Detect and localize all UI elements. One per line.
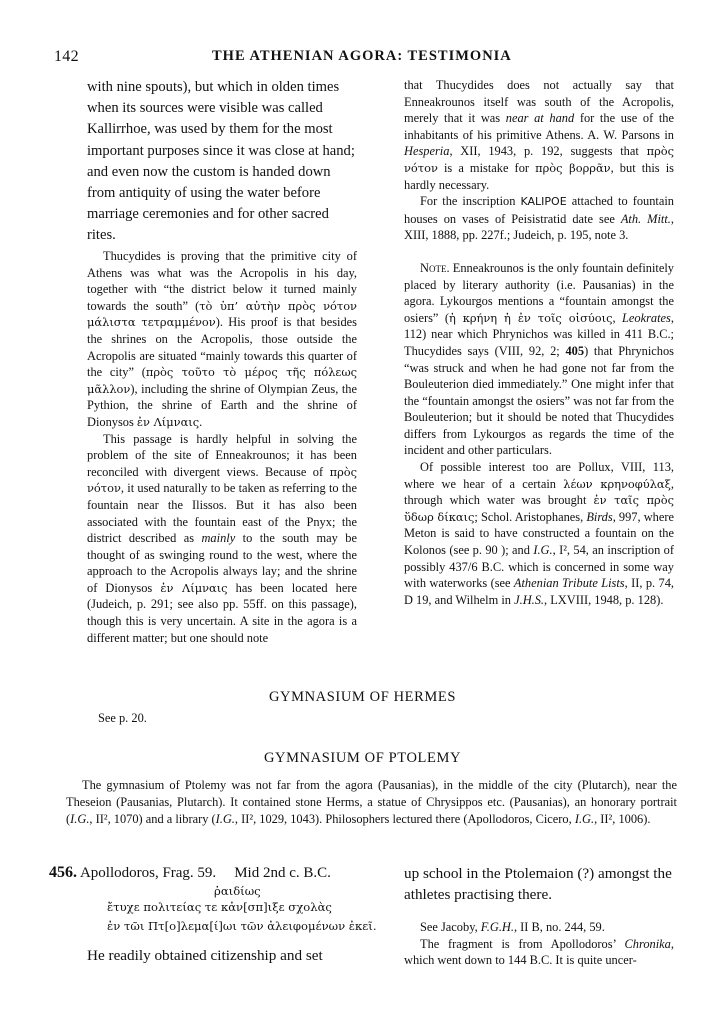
text: ). His proof is that besides the shrines on the Acropolis, those outside the Acropolis are situated “mainly towards this quarter of the city” ( bbox=[87, 315, 357, 380]
entry-translation-right: up school in the Ptolemaion (?) amongst the athletes practising there. bbox=[404, 865, 672, 903]
text: to the south may be thought of as swinging round to the west, where the approach to the Acropolis always lay; and the shrine of Dionysos bbox=[87, 531, 357, 595]
greek-text: πρὸς νότον bbox=[87, 464, 357, 496]
text: ), including the shrine of Olympian Zeus, the Pythion, the shrine of Earth and the shrine of Dionysos bbox=[87, 381, 357, 429]
text: , bbox=[612, 310, 623, 325]
text: ) that Phrynichos “was struck and when he had gone not far from the Bouleuterion died immediately.” One might infer that the “fountain amongst the osiers” was not far from the Bouleuterion; but it should be noted that Thucydides differs from Lykourgos as regards the time of the incident and other particulars. bbox=[404, 343, 675, 458]
commentary-paragraph bbox=[404, 77, 674, 193]
text: is a mistake for bbox=[437, 160, 536, 175]
entry-notes bbox=[404, 919, 674, 969]
greek-text: ἐν Λίμναις bbox=[160, 580, 228, 595]
greek-line-1: ῥαιδίως bbox=[214, 884, 261, 898]
commentary-paragraph bbox=[404, 193, 674, 244]
translation-paragraph: with nine spouts), but which in olden times when its sources were visible was called Kallirrhoe, was used by them for the most important purposes since it was close at hand; and even now the custom is handed down from antiquity of using the water before marriage ceremonies and for other sacred rites. bbox=[87, 79, 355, 244]
text: , II², 1029, 1043). Philosophers lectured there (Apollodoros, Cicero, bbox=[234, 811, 575, 826]
bold-reference: 405 bbox=[565, 343, 585, 358]
greek-text: ἐν ταῖς πρὸς ὕδωρ δίκαις bbox=[404, 493, 674, 524]
italic-text: near at hand bbox=[505, 111, 575, 126]
text: , II B, no. 244, 59. bbox=[513, 920, 605, 934]
commentary-left-column bbox=[87, 248, 357, 646]
text: Enneakrounos is the only fountain definitely placed by literary authority (i.e. Pausanias) in the agora. Lykourgos mentions a “fountain amongst the osiers” ( bbox=[404, 260, 674, 325]
text: for the use of the inhabitants of his primitive Athens. A. W. Parsons in bbox=[404, 111, 674, 142]
note-paragraph bbox=[404, 260, 674, 459]
italic-text: Athenian Tribute Lists bbox=[513, 576, 625, 591]
text: , 112) near which Phrynichos was killed in 411 B.C.; Thucydides says (VIII, 92, 2; bbox=[404, 310, 674, 358]
greek-text: πρὸς νότον bbox=[404, 144, 674, 175]
text: Of possible interest too are Pollux, VIII, 113, where we hear of a certain bbox=[404, 460, 674, 491]
entry-source: Apollodoros, Frag. 59. bbox=[79, 865, 217, 881]
entry-translation-left: He readily obtained citizenship and set bbox=[87, 947, 323, 964]
italic-text: Ath. Mitt. bbox=[620, 211, 671, 226]
greek-line-2: ἔτυχε πολιτείας τε κἀν[σπ]ιξε σχολὰς bbox=[107, 900, 332, 914]
italic-text: I.G. bbox=[533, 543, 553, 558]
greek-text: πρὸς βορρᾶν bbox=[535, 160, 611, 175]
text: ; Schol. Aristophanes, bbox=[474, 509, 587, 524]
commentary-paragraph-1 bbox=[87, 248, 357, 431]
italic-text: Leokrates bbox=[622, 310, 671, 325]
text: This passage is hardly helpful in solving the problem of the site of Enneakrounos; it has been reconciled with divergent views. Because of bbox=[87, 431, 357, 479]
text: that Thucydides does not actually say that Enneakrounos itself was south of the Acropolis, merely that it was bbox=[404, 78, 674, 126]
page-number: 142 bbox=[54, 48, 79, 65]
text: For the inscription bbox=[420, 194, 521, 209]
greek-text: ἐν Λίμναις bbox=[136, 414, 200, 429]
entry-heading bbox=[49, 864, 331, 882]
greek-text: τὸ ὑπ’ αὐτὴν πρὸς νότον μάλιστα τετραμμένον bbox=[87, 298, 357, 330]
text: The fragment is from Apollodoros’ bbox=[420, 936, 625, 951]
italic-text: J.H.S. bbox=[514, 592, 545, 607]
italic-text: Hesperia bbox=[404, 144, 450, 159]
cross-reference: See p. 20. bbox=[98, 711, 147, 725]
translation-top-left bbox=[87, 77, 357, 247]
italic-text: Birds bbox=[586, 509, 613, 524]
text: , XII, 1943, p. 192, suggests that bbox=[449, 144, 647, 159]
commentary-paragraph-2 bbox=[87, 431, 357, 647]
text: attached to fountain houses on vases of Peisistratid date see bbox=[404, 194, 674, 226]
text: See Jacoby, bbox=[420, 920, 481, 934]
entry-note-1 bbox=[404, 919, 674, 936]
text: , which went down to 144 B.C. It is quite uncer- bbox=[404, 936, 674, 968]
text: , II², 1070) and a library ( bbox=[89, 811, 216, 826]
italic-text: F.G.H. bbox=[480, 920, 514, 934]
text: has been located here (Judeich, p. 291; see also pp. 55ff. on this passage), though this is very uncertain. A site in the agora is a different matter; but one should note bbox=[87, 580, 357, 645]
section-heading-ptolemy: GYMNASIUM OF PTOLEMY bbox=[263, 750, 462, 766]
entry-date: Mid 2nd c. B.C. bbox=[234, 865, 331, 881]
text: , II, p. 74, D 19, and Wilhelm in bbox=[404, 576, 675, 607]
text: , LXVIII, 1948, p. 128). bbox=[544, 592, 664, 607]
text: , it used naturally to be taken as referring to the fountain near the Ilissos. But it has also been associated with the fountain east of the Pnyx; the district described as bbox=[87, 481, 357, 546]
text: , XIII, 1888, pp. 227f.; Judeich, p. 195, note 3. bbox=[404, 211, 674, 243]
italic-text: Chronika bbox=[624, 936, 671, 951]
entry-number: 456. bbox=[49, 864, 77, 881]
greek-text: ἡ κρήνη ἡ ἐν τοῖς οἰσύοις bbox=[448, 310, 613, 325]
text: , through which water was brought bbox=[404, 476, 674, 508]
text: . bbox=[199, 414, 203, 429]
text: , II², 1006). bbox=[594, 811, 651, 826]
inscription-text: KALIPOE bbox=[520, 195, 567, 209]
text: , but this is hardly necessary. bbox=[404, 160, 674, 192]
italic-text: I.G. bbox=[574, 811, 595, 826]
greek-line-3: ἐν τῶι Πτ[ο]λεμα[ί]ωι τῶν ἀλειφομένων ἐκεῖ. bbox=[107, 919, 377, 933]
note-paragraph bbox=[404, 459, 674, 608]
text: , I², 54, an inscription of possibly 437/6 B.C. which is concerned in some way with waterworks (see bbox=[404, 543, 675, 591]
greek-text: πρὸς τοῦτο τὸ μέρος τῆς πόλεως μᾶλλον bbox=[87, 365, 357, 396]
text: Thucydides is proving that the primitive city of Athens was what was the Acropolis in his day, together with “the district below it turned mainly towards the south” ( bbox=[87, 249, 357, 313]
section-heading-hermes: GYMNASIUM OF HERMES bbox=[268, 689, 457, 705]
italic-text: mainly bbox=[201, 531, 236, 546]
section-intro bbox=[66, 777, 677, 827]
entry-note-2 bbox=[404, 936, 674, 969]
greek-text: λέων κρηνοφύλαξ bbox=[563, 476, 671, 491]
text: The gymnasium of Ptolemy was not far from the agora (Pausanias), in the middle of the city (Plutarch), near the Theseion (Pausanias, Plutarch). It contained stone Herms, a statue of Chrysippos etc. (Pausanias), an honorary portrait ( bbox=[66, 778, 677, 826]
italic-text: I.G. bbox=[215, 811, 235, 826]
note-label: Note. bbox=[420, 260, 450, 275]
commentary-right-column bbox=[404, 77, 674, 608]
running-title: THE ATHENIAN AGORA: TESTIMONIA bbox=[212, 48, 512, 64]
italic-text: I.G. bbox=[70, 811, 90, 826]
text: , 997, where Meton is said to have constructed a fountain on the Kolonos (see p. 90 ); and bbox=[404, 509, 674, 558]
